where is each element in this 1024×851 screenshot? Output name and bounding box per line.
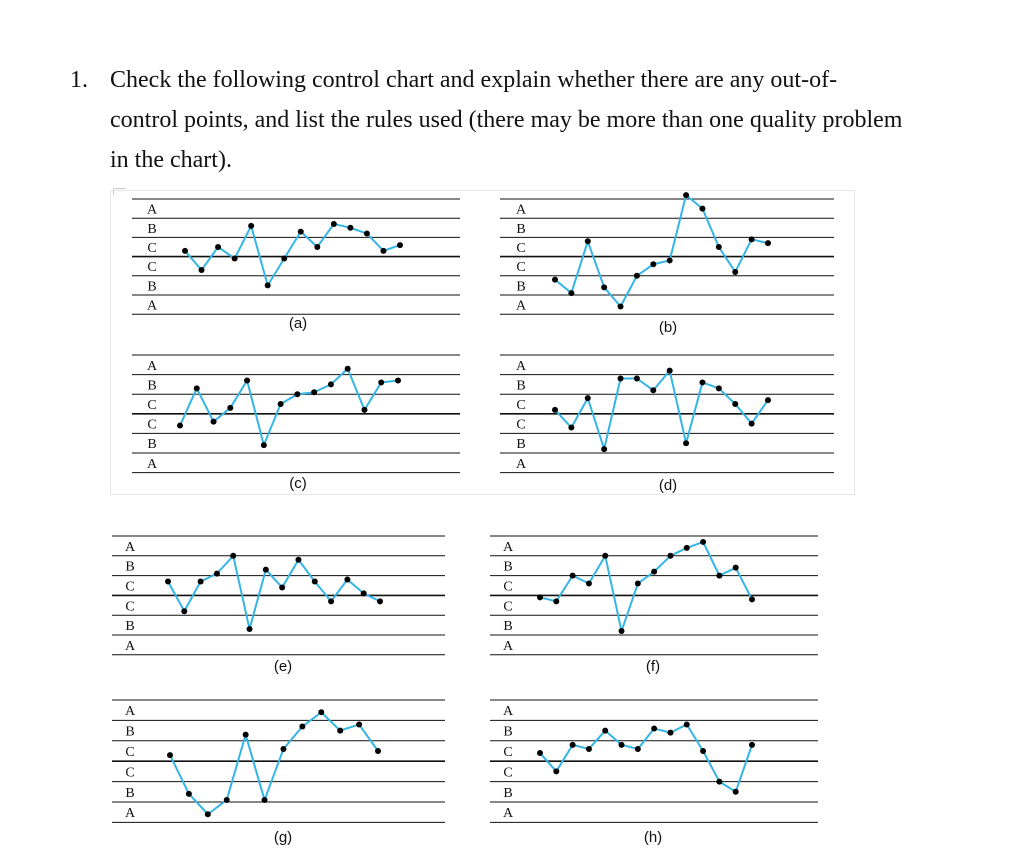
data-point [199,267,205,273]
data-point [186,791,192,797]
series-line-segment [555,410,571,428]
data-point [328,381,334,387]
series-line-segment [202,247,219,270]
control-chart-d [500,355,834,494]
series-line-segment [686,195,702,208]
series-line-segment [301,232,318,247]
zone-label-c: C [516,241,526,256]
data-point [667,730,673,736]
data-point [634,376,640,382]
zone-label-a: A [515,456,527,472]
data-point [635,581,641,587]
zone-label-c: C [147,398,157,413]
series-line-segment [235,226,252,259]
data-point [749,236,755,242]
data-point [331,221,337,227]
series-line-segment [266,570,282,588]
zone-label-a: A [515,298,527,314]
zone-label-c: C [147,260,157,276]
data-point [716,573,722,579]
series-line-segment [571,398,587,427]
series-line-segment [540,753,556,771]
series-line-segment [227,735,246,800]
zone-label-a: A [146,298,158,314]
series-line-segment [250,570,266,629]
zone-label-a: A [515,358,527,374]
zone-label-b: B [503,724,513,740]
series-line-segment [622,584,638,632]
data-point [361,407,367,413]
zone-label-c: C [125,599,135,615]
series-line-segment [719,388,735,404]
series-line-segment [735,239,751,272]
data-point [165,579,171,585]
data-point [635,746,641,752]
data-point [683,192,689,198]
chart-caption: (a) [288,315,308,332]
data-point [651,569,657,575]
data-point [765,240,771,246]
data-point [716,779,722,785]
data-point [749,596,755,602]
zone-label-b: B [516,437,526,453]
data-point [211,419,217,425]
zone-label-a: A [124,539,136,555]
data-point [683,440,689,446]
series-line-segment [752,400,768,424]
data-point [586,581,592,587]
series-line-segment [265,749,284,800]
series-line-segment [302,712,321,726]
data-point [716,244,722,250]
zone-label-b: B [503,559,513,575]
series-line-segment [284,232,301,259]
data-point [261,442,267,448]
zone-label-c: C [503,745,513,760]
data-point [397,242,403,248]
data-point [265,282,271,288]
zone-label-a: A [502,638,514,654]
zone-label-b: B [147,279,157,295]
data-point [602,728,608,734]
data-point [243,732,249,738]
data-point [182,248,188,254]
data-point [733,565,739,571]
data-point [619,628,625,634]
series-line-segment [605,556,621,631]
zone-label-c: C [516,398,526,413]
data-point [585,395,591,401]
data-point [602,553,608,559]
data-point [684,545,690,551]
data-point [298,229,304,235]
series-line-segment [654,556,670,572]
data-point [345,366,351,372]
data-point [215,244,221,250]
zone-label-c: C [516,260,526,276]
series-line-segment [637,264,653,276]
data-point [364,231,370,237]
data-point [177,423,183,429]
zone-label-a: A [146,202,158,218]
series-line-segment [589,556,605,584]
series-line-segment [321,712,340,730]
data-point [378,379,384,385]
series-line-segment [638,572,654,584]
series-line-segment [605,731,621,745]
control-chart-e [112,536,445,675]
data-point [328,598,334,604]
series-line-segment [331,369,348,385]
series-line-segment [556,745,572,772]
zone-label-b: B [516,221,526,237]
series-line-segment [719,247,735,272]
chart-caption: (f) [645,658,661,675]
series-line-segment [246,735,265,800]
series-line-segment [359,724,378,751]
data-point [684,721,690,727]
series-line-segment [317,224,334,247]
data-point [586,746,592,752]
zone-label-b: B [147,437,157,453]
zone-label-a: A [124,704,136,720]
data-point [318,709,324,715]
series-line-segment [347,580,363,594]
zone-label-a: A [146,456,158,472]
question-line-1: Check the following control chart and explain whether there are any out-of- [110,67,838,93]
data-point [732,401,738,407]
zone-label-a: A [124,638,136,654]
data-point [700,748,706,754]
question-number: 1. [70,67,88,93]
data-point [537,594,543,600]
series-line-segment [703,542,719,576]
data-point [585,238,591,244]
zone-label-b: B [125,785,135,801]
zone-label-c: C [147,241,157,256]
series-line-segment [589,731,605,749]
data-point [232,256,238,262]
zone-label-a: A [502,704,514,720]
series-line-segment [282,560,298,588]
zone-label-c: C [147,417,157,433]
data-point [667,553,673,559]
data-point [601,446,607,452]
data-point [205,811,211,817]
data-point [356,721,362,727]
data-point [650,261,656,267]
data-point [552,407,558,413]
series-line-segment [189,794,208,814]
series-line-segment [687,724,703,751]
series-line-segment [703,751,719,782]
series-line-segment [367,234,384,251]
zone-label-b: B [125,619,135,635]
series-line-segment [670,195,686,260]
zone-label-a: A [515,202,527,218]
data-point [733,789,739,795]
data-point [227,405,233,411]
series-line-segment [298,560,314,582]
data-point [667,368,673,374]
series-line-segment [686,382,702,443]
series-line-segment [233,556,249,629]
data-point [700,539,706,545]
series-line-segment [268,259,285,286]
series-line-segment [638,729,654,749]
data-point [375,748,381,754]
data-point [732,269,738,275]
series-line-segment [702,209,718,247]
zone-label-b: B [125,724,135,740]
data-point [568,425,574,431]
chart-caption: (g) [273,829,293,846]
data-point [230,553,236,559]
data-point [650,387,656,393]
series-line-segment [604,287,620,306]
data-point [294,391,300,397]
data-point [651,726,657,732]
series-line-segment [670,371,686,444]
series-line-segment [588,241,604,287]
zone-label-b: B [125,559,135,575]
zone-label-b: B [147,221,157,237]
data-point [619,742,625,748]
series-line-segment [185,251,202,270]
zone-label-b: B [503,619,513,635]
data-point [311,389,317,395]
zone-label-c: C [503,579,513,595]
data-point [699,206,705,212]
data-point [224,797,230,803]
zone-label-b: B [516,279,526,295]
control-chart-b [500,192,834,336]
zone-label-c: C [503,765,513,781]
data-point [244,377,250,383]
control-chart-h [490,700,818,846]
control-chart-f [490,536,818,675]
series-line-segment [214,408,231,422]
data-point [749,421,755,427]
data-point [395,377,401,383]
series-line-segment [653,371,669,391]
chart-caption: (c) [289,475,307,492]
series-line-segment [315,582,331,602]
data-point [194,385,200,391]
series-line-segment [331,580,347,602]
zone-label-c: C [125,765,135,781]
data-point [263,567,269,573]
zone-label-b: B [516,378,526,394]
series-line-segment [555,280,571,293]
data-point [295,557,301,563]
chart-caption: (b) [658,319,678,336]
zone-label-b: B [147,378,157,394]
question-line-3: in the chart). [110,147,232,173]
zone-label-c: C [516,417,526,433]
control-chart-c [132,355,460,492]
data-point [380,248,386,254]
zone-label-a: A [502,539,514,555]
data-point [198,579,204,585]
series-line-segment [283,727,302,749]
data-point [278,401,284,407]
data-point [699,379,705,385]
data-point [214,571,220,577]
series-line-segment [736,745,752,792]
zone-label-c: C [503,599,513,615]
data-point [552,277,558,283]
data-point [570,573,576,579]
zone-label-a: A [502,806,514,822]
data-point [337,728,343,734]
zone-label-b: B [503,785,513,801]
zone-label-c: C [125,745,135,760]
data-point [344,577,350,583]
data-point [765,397,771,403]
zone-label-c: C [125,579,135,595]
data-point [716,385,722,391]
data-point [281,256,287,262]
data-point [537,750,543,756]
data-point [167,752,173,758]
data-point [618,376,624,382]
data-point [314,244,320,250]
data-point [377,598,383,604]
data-point [279,584,285,590]
series-line-segment [588,398,604,449]
data-point [361,590,367,596]
data-point [601,284,607,290]
series-line-segment [197,388,214,421]
control-chart-g [112,700,445,846]
series-line-segment [571,241,587,293]
data-point [553,598,559,604]
data-point [280,746,286,752]
data-point [299,724,305,730]
series-line-segment [168,582,184,612]
data-point [247,626,253,632]
data-point [312,579,318,585]
chart-caption: (d) [658,477,678,494]
series-line-segment [184,582,200,612]
series-line-segment [251,226,268,286]
zone-label-a: A [124,806,136,822]
question-line-2: control points, and list the rules used (there may be more than one quality problem [110,107,903,133]
data-point [262,797,268,803]
chart-caption: (e) [273,658,293,675]
series-line-segment [637,379,653,391]
data-point [667,257,673,263]
series-line-segment [264,404,281,445]
series-line-segment [217,556,233,574]
control-chart-a [132,199,460,332]
data-point [618,304,624,310]
data-point [570,742,576,748]
data-point [553,768,559,774]
data-point [181,608,187,614]
chart-caption: (h) [643,829,663,846]
data-point [248,223,254,229]
series-line-segment [556,576,572,602]
data-point [634,273,640,279]
data-point [749,742,755,748]
series-line-segment [621,276,637,307]
data-point [568,290,574,296]
series-line-segment [247,380,264,445]
zone-label-a: A [146,358,158,374]
series-line-segment [364,382,381,409]
data-point [347,225,353,231]
